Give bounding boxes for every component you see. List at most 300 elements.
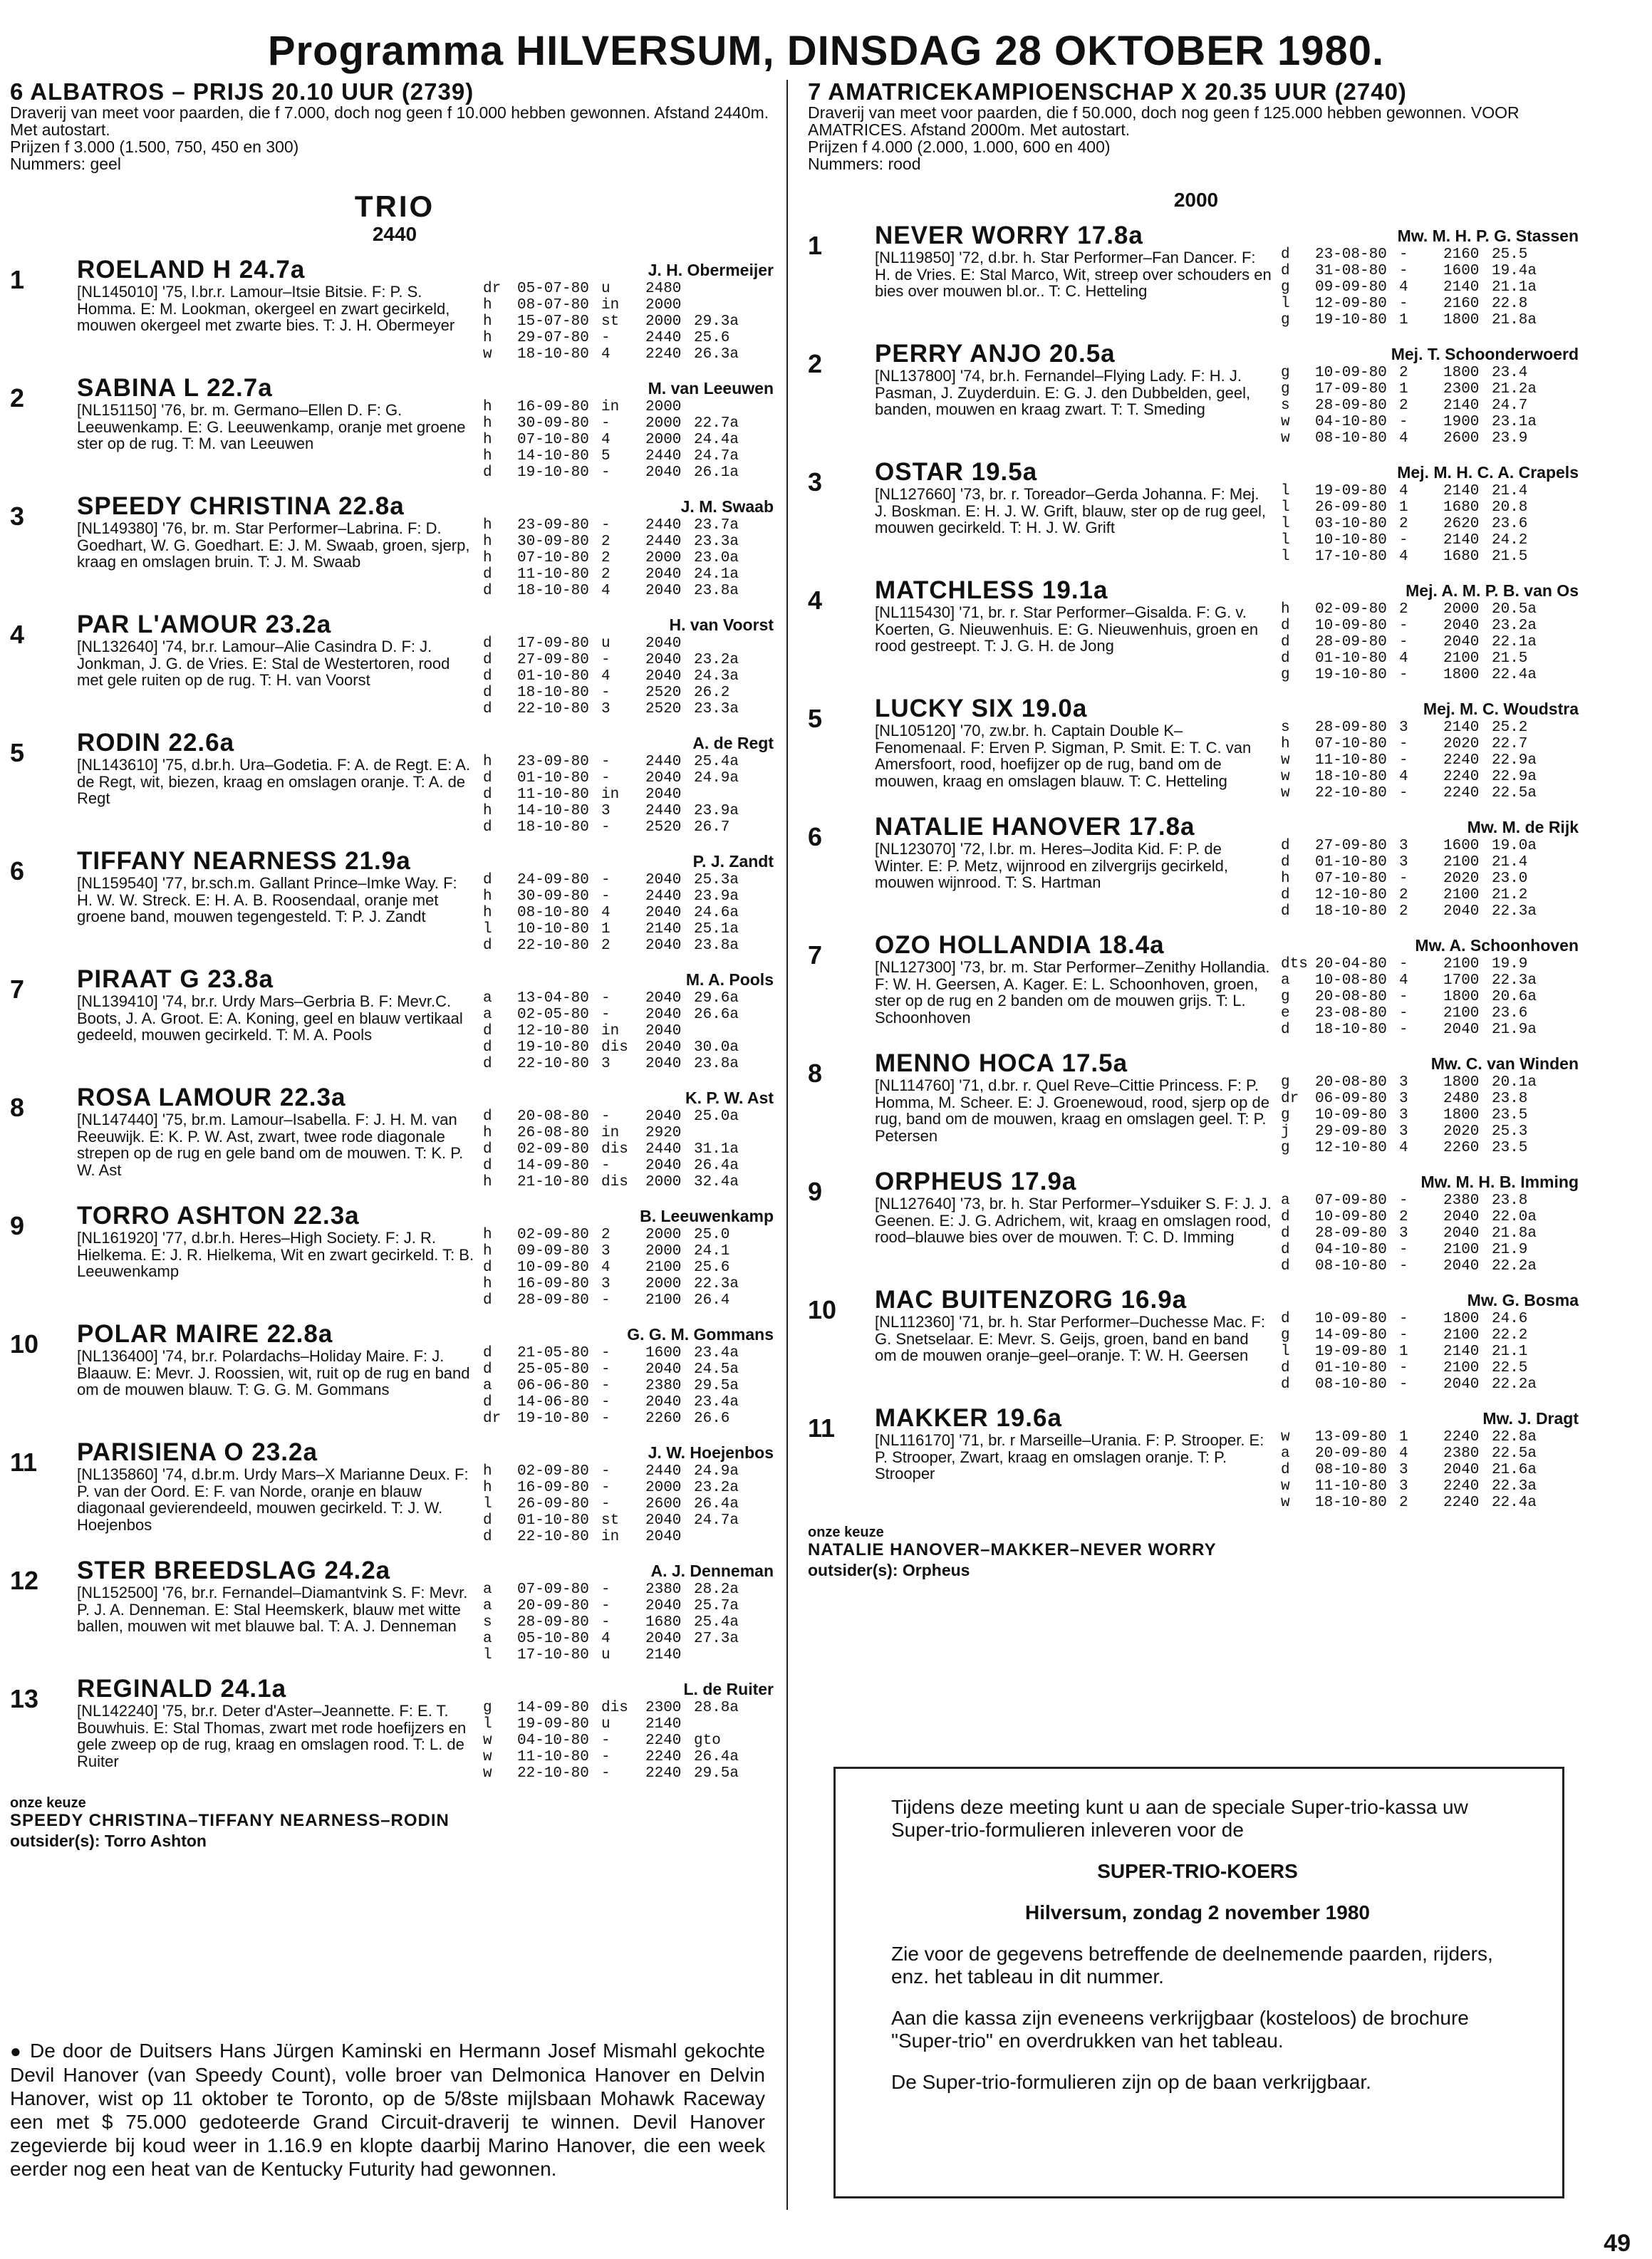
race-distance: 2040 xyxy=(1443,1209,1480,1225)
race-time: 32.4a xyxy=(694,1174,739,1190)
race-date: 29-09-80 xyxy=(1315,1123,1387,1140)
track-code: w xyxy=(1281,1429,1290,1445)
track-code: d xyxy=(483,1108,492,1125)
horse-entry xyxy=(10,1084,779,1193)
placing: - xyxy=(1399,618,1408,634)
performance-row xyxy=(483,1141,751,1158)
race-distance: 1680 xyxy=(645,1614,682,1631)
race-time: 23.5 xyxy=(1492,1140,1528,1156)
track-code: h xyxy=(483,905,492,921)
race-distance: 2000 xyxy=(645,297,682,313)
track-code: w xyxy=(483,1733,492,1749)
race-distance: 2380 xyxy=(645,1378,682,1394)
track-code: l xyxy=(1281,499,1290,516)
race-distance: 2040 xyxy=(645,770,682,786)
race-7-numbers: Nummers: rood xyxy=(808,155,921,173)
placing: - xyxy=(601,1480,611,1496)
horse-description: [NL151150] '76, br. m. Germano–Ellen D. F: G. Leeuwenkamp. E: G. Leeuwenkamp, oranje met groene ster op de rug. T: M. van Leeuwen xyxy=(77,401,466,452)
race-distance: 2040 xyxy=(645,668,682,685)
race-time: 23.0a xyxy=(694,550,739,566)
performance-row xyxy=(483,803,751,819)
track-code: d xyxy=(1281,1022,1290,1038)
performance-row xyxy=(1281,246,1549,263)
race-date: 01-10-80 xyxy=(1315,1360,1387,1376)
performance-row xyxy=(1281,296,1549,312)
performance-row xyxy=(1281,414,1549,430)
race-date: 23-09-80 xyxy=(517,754,589,770)
race-time: 23.9a xyxy=(694,888,739,905)
performance-list xyxy=(483,754,751,836)
placing: - xyxy=(601,888,611,905)
horse-driver: M. van Leeuwen xyxy=(648,379,774,398)
performance-row xyxy=(483,1023,751,1039)
horse-entry xyxy=(10,729,779,838)
race-distance: 1600 xyxy=(1443,838,1480,854)
horse-description: [NL152500] '76, br.r. Fernandel–Diamantvink S. F: Mevr. P. J. A. Denneman. E: Stal Heemskerk, blauw met witte ballen, mouwen wit met blauwe bal. T: A. J. Denneman xyxy=(77,1584,468,1635)
race-distance: 2040 xyxy=(645,1361,682,1378)
performance-row xyxy=(1281,1193,1549,1209)
track-code: d xyxy=(1281,887,1290,903)
performance-row xyxy=(483,1108,751,1125)
race-time: 24.7a xyxy=(694,1512,739,1529)
track-code: d xyxy=(1281,903,1290,920)
placing: - xyxy=(601,819,611,836)
race-time: 26.2 xyxy=(694,685,730,701)
race-distance: 2600 xyxy=(1443,430,1480,447)
race-distance: 2240 xyxy=(645,1749,682,1765)
race-distance: 2040 xyxy=(1443,1225,1480,1242)
performance-row xyxy=(483,1158,751,1174)
performance-row xyxy=(483,517,751,534)
track-code: l xyxy=(483,921,492,938)
race-time: 22.3a xyxy=(1492,1478,1537,1495)
performance-list xyxy=(483,281,751,363)
performance-row xyxy=(483,1733,751,1749)
race-time: gto xyxy=(694,1733,721,1749)
picks-value: NATALIE HANOVER–MAKKER–NEVER WORRY xyxy=(808,1540,1217,1559)
track-code: h xyxy=(483,432,492,448)
race-distance: 2100 xyxy=(645,1260,682,1276)
race-time: 21.2a xyxy=(1492,381,1537,398)
race-distance: 2380 xyxy=(1443,1445,1480,1462)
race-distance: 1600 xyxy=(645,1345,682,1361)
race-distance: 2000 xyxy=(645,1276,682,1292)
performance-row xyxy=(1281,483,1549,499)
horse-name: PERRY ANJO 20.5a xyxy=(875,340,1116,368)
track-code: h xyxy=(483,330,492,346)
race-time: 27.3a xyxy=(694,1631,739,1647)
track-code: h xyxy=(1281,601,1290,618)
horse-name: NATALIE HANOVER 17.8a xyxy=(875,813,1195,841)
race-time: 23.3a xyxy=(694,701,739,717)
race-date: 01-10-80 xyxy=(517,1512,589,1529)
race-date: 08-10-80 xyxy=(517,905,589,921)
performance-row xyxy=(1281,1022,1549,1038)
race-distance: 2000 xyxy=(645,1480,682,1496)
placing: 4 xyxy=(601,1260,611,1276)
horse-entry xyxy=(10,1321,779,1429)
performance-row xyxy=(483,1496,751,1512)
race-date: 30-09-80 xyxy=(517,415,589,432)
race-date: 17-10-80 xyxy=(1315,549,1387,565)
placing: 4 xyxy=(601,668,611,685)
race-time: 22.7a xyxy=(694,415,739,432)
horse-description: [NL116170] '71, br. r Marseille–Urania. F: P. Strooper. E: P. Strooper, Zwart, kraag en omslagen oranje. T: P. Strooper xyxy=(875,1431,1264,1482)
placing: - xyxy=(1399,1258,1408,1274)
race-time: 19.9 xyxy=(1492,956,1528,972)
race-time: 24.5a xyxy=(694,1361,739,1378)
horse-entry xyxy=(10,493,779,601)
track-code: d xyxy=(1281,650,1290,667)
horse-driver: Mw. M. H. B. Imming xyxy=(1420,1173,1579,1191)
performance-row xyxy=(483,1361,751,1378)
placing: - xyxy=(601,1411,611,1427)
race-time: 25.0 xyxy=(694,1227,730,1243)
performance-row xyxy=(483,583,751,599)
placing: - xyxy=(601,1158,611,1174)
race-date: 26-08-80 xyxy=(517,1125,589,1141)
track-code: dr xyxy=(1281,1091,1299,1107)
race-date: 22-10-80 xyxy=(517,1056,589,1072)
race-time: 25.7a xyxy=(694,1598,739,1614)
race-date: 28-09-80 xyxy=(1315,720,1387,736)
race-distance: 1600 xyxy=(1443,263,1480,279)
placing: - xyxy=(1399,532,1408,549)
horse-entry xyxy=(10,375,779,483)
horse-driver: J. M. Swaab xyxy=(680,497,774,516)
race-date: 16-09-80 xyxy=(517,1276,589,1292)
race-date: 05-07-80 xyxy=(517,281,589,297)
performance-list xyxy=(1281,1074,1549,1156)
race-distance: 2100 xyxy=(645,1292,682,1309)
race-date: 08-10-80 xyxy=(1315,1258,1387,1274)
race-distance: 2100 xyxy=(1443,956,1480,972)
performance-row xyxy=(1281,1123,1549,1140)
performance-row xyxy=(483,685,751,701)
placing: - xyxy=(601,1361,611,1378)
race-distance: 2040 xyxy=(645,464,682,481)
race-time: 24.7 xyxy=(1492,398,1528,414)
performance-row xyxy=(1281,1074,1549,1091)
horse-entry xyxy=(808,1050,1584,1158)
performance-row xyxy=(1281,1495,1549,1511)
placing: 3 xyxy=(1399,1225,1408,1242)
race-distance: 2040 xyxy=(1443,1258,1480,1274)
track-code: w xyxy=(1281,1478,1290,1495)
performance-row xyxy=(483,415,751,432)
race-distance: 2020 xyxy=(1443,736,1480,752)
performance-row xyxy=(483,701,751,717)
track-code: g xyxy=(483,1700,492,1716)
race-date: 02-09-80 xyxy=(517,1227,589,1243)
race-time: 24.4a xyxy=(694,432,739,448)
race-time: 21.4 xyxy=(1492,854,1528,871)
performance-row xyxy=(1281,1140,1549,1156)
race-date: 07-10-80 xyxy=(517,432,589,448)
race-time: 21.5 xyxy=(1492,650,1528,667)
performance-list xyxy=(1281,838,1549,920)
race-date: 10-09-80 xyxy=(1315,365,1387,381)
race-time: 22.4a xyxy=(1492,667,1537,683)
race-distance: 2440 xyxy=(645,1141,682,1158)
performance-row xyxy=(1281,785,1549,801)
placing: 3 xyxy=(601,1243,611,1260)
placing: 2 xyxy=(1399,365,1408,381)
placing: 3 xyxy=(1399,720,1408,736)
race-date: 19-10-80 xyxy=(517,464,589,481)
placing: 4 xyxy=(601,432,611,448)
notice-subheading: Hilversum, zondag 2 november 1980 xyxy=(1025,1901,1370,1923)
race-distance: 2100 xyxy=(1443,1242,1480,1258)
performance-list xyxy=(1281,1311,1549,1393)
horse-driver: Mw. A. Schoonhoven xyxy=(1415,936,1579,955)
race-distance: 2020 xyxy=(1443,1123,1480,1140)
super-trio-notice-box xyxy=(833,1767,1564,2198)
track-code: d xyxy=(483,566,492,583)
track-code: dts xyxy=(1281,956,1308,972)
track-code: d xyxy=(483,938,492,954)
race-distance: 2440 xyxy=(645,448,682,464)
track-code: d xyxy=(483,1292,492,1309)
race-date: 20-08-80 xyxy=(1315,989,1387,1005)
track-code: d xyxy=(483,1345,492,1361)
track-code: h xyxy=(483,1276,492,1292)
race-date: 30-09-80 xyxy=(517,888,589,905)
race-distance: 2000 xyxy=(645,399,682,415)
race-date: 10-09-80 xyxy=(1315,618,1387,634)
horse-entry xyxy=(10,1439,779,1547)
placing: 2 xyxy=(1399,398,1408,414)
race-time: 25.3a xyxy=(694,872,739,888)
placing: - xyxy=(1399,1311,1408,1327)
track-code: d xyxy=(483,1529,492,1545)
race-time: 25.6 xyxy=(694,330,730,346)
race-date: 18-10-80 xyxy=(1315,1022,1387,1038)
race-distance: 2040 xyxy=(645,905,682,921)
performance-row xyxy=(1281,1005,1549,1022)
track-code: d xyxy=(483,819,492,836)
horse-description: [NL119850] '72, d.br. h. Star Performer–Fan Dancer. F: H. de Vries. E: Stal Marco, Wit, streep over schouders en bies over mouwen bl.or.. T: C. Hetteling xyxy=(875,249,1272,300)
performance-row xyxy=(1281,667,1549,683)
horse-name: TIFFANY NEARNESS 21.9a xyxy=(77,847,411,875)
race-date: 23-08-80 xyxy=(1315,1005,1387,1022)
performance-row xyxy=(1281,1445,1549,1462)
performance-row xyxy=(1281,871,1549,887)
race-date: 07-09-80 xyxy=(517,1582,589,1598)
race-time: 23.9a xyxy=(694,803,739,819)
performance-row xyxy=(483,1614,751,1631)
placing: - xyxy=(1399,1193,1408,1209)
race-time: 24.6a xyxy=(694,905,739,921)
horse-description: [NL139410] '74, br.r. Urdy Mars–Gerbria B. F: Mevr.C. Boots, J. A. Groot. E: A. Koning, geel en blauw vertikaal gedeeld, mouwen gecirkeld. T: M. A. Pools xyxy=(77,992,463,1044)
performance-row xyxy=(483,1345,751,1361)
track-code: a xyxy=(483,1582,492,1598)
track-code: a xyxy=(483,1378,492,1394)
race-distance: 1680 xyxy=(1443,549,1480,565)
performance-row xyxy=(483,1276,751,1292)
horse-driver: L. de Ruiter xyxy=(683,1680,774,1698)
track-code: a xyxy=(1281,1445,1290,1462)
race-date: 01-10-80 xyxy=(517,770,589,786)
performance-list xyxy=(1281,956,1549,1038)
placing: - xyxy=(601,685,611,701)
performance-row xyxy=(483,1749,751,1765)
placing: - xyxy=(1399,263,1408,279)
horse-number: 2 xyxy=(808,349,823,378)
race-date: 03-10-80 xyxy=(1315,516,1387,532)
horse-number: 2 xyxy=(10,383,25,412)
race-distance: 2300 xyxy=(1443,381,1480,398)
placing: 3 xyxy=(1399,1107,1408,1123)
race-date: 28-09-80 xyxy=(1315,1225,1387,1242)
race-date: 19-09-80 xyxy=(517,1716,589,1733)
placing: u xyxy=(601,281,611,297)
race-distance: 2520 xyxy=(645,701,682,717)
placing: in xyxy=(601,1023,620,1039)
race-date: 22-10-80 xyxy=(517,938,589,954)
horse-number: 8 xyxy=(10,1093,25,1122)
horse-name: MENNO HOCA 17.5a xyxy=(875,1049,1128,1077)
track-code: h xyxy=(1281,736,1290,752)
horse-description: [NL132640] '74, br.r. Lamour–Alie Casindra D. F: J. Jonkman, J. G. de Vries. E: Stal de Westertoren, rood met gele ruiten op de rug. T: H. van Voorst xyxy=(77,638,450,689)
horse-number: 8 xyxy=(808,1059,823,1088)
horse-driver: H. van Voorst xyxy=(669,616,774,634)
race-date: 20-04-80 xyxy=(1315,956,1387,972)
placing: 4 xyxy=(1399,483,1408,499)
race-time: 22.8 xyxy=(1492,296,1528,312)
placing: - xyxy=(601,652,611,668)
race-time: 21.1a xyxy=(1492,279,1537,296)
horse-entry xyxy=(808,1168,1584,1277)
placing: in xyxy=(601,1529,620,1545)
performance-row xyxy=(483,990,751,1007)
horse-entry xyxy=(808,1287,1584,1395)
placing: - xyxy=(601,1765,611,1782)
race-date: 10-10-80 xyxy=(517,921,589,938)
horse-name: PARISIENA O 23.2a xyxy=(77,1438,318,1466)
placing: 4 xyxy=(601,346,611,363)
track-code: l xyxy=(483,1496,492,1512)
notice-intro: Tijdens deze meeting kunt u aan de speciale Super-trio-kassa uw Super-trio-formulieren inleveren voor de xyxy=(891,1796,1468,1841)
horse-entry xyxy=(808,932,1584,1040)
placing: 3 xyxy=(601,803,611,819)
race-date: 20-09-80 xyxy=(517,1598,589,1614)
placing: - xyxy=(1399,414,1408,430)
placing: - xyxy=(601,330,611,346)
track-code: w xyxy=(1281,769,1290,785)
track-code: d xyxy=(483,652,492,668)
horse-number: 6 xyxy=(808,822,823,851)
race-date: 28-09-80 xyxy=(517,1292,589,1309)
race-date: 02-09-80 xyxy=(517,1141,589,1158)
horse-description: [NL161920] '77, d.br.h. Heres–High Society. F: J. R. Hielkema. E: J. R. Hielkema, Wit en zwart gecirkeld. T: B. Leeuwenkamp xyxy=(77,1229,474,1280)
performance-row xyxy=(1281,263,1549,279)
race-date: 17-10-80 xyxy=(517,1647,589,1663)
race-date: 28-09-80 xyxy=(1315,634,1387,650)
performance-row xyxy=(483,1598,751,1614)
performance-row xyxy=(483,1582,751,1598)
performance-row xyxy=(1281,381,1549,398)
race-distance: 2140 xyxy=(645,1716,682,1733)
race-time: 22.5 xyxy=(1492,1360,1528,1376)
race-distance: 2480 xyxy=(645,281,682,297)
race-time: 25.6 xyxy=(694,1260,730,1276)
placing: - xyxy=(1399,956,1408,972)
performance-row xyxy=(483,872,751,888)
race-distance: 1800 xyxy=(1443,1311,1480,1327)
performance-row xyxy=(483,1647,751,1663)
race-distance: 1800 xyxy=(1443,989,1480,1005)
race-date: 06-09-80 xyxy=(1315,1091,1387,1107)
race-distance: 2380 xyxy=(645,1582,682,1598)
picks-label: onze keuze xyxy=(808,1525,884,1540)
race-distance: 2440 xyxy=(645,1463,682,1480)
race-time: 20.6a xyxy=(1492,989,1537,1005)
performance-list xyxy=(1281,601,1549,683)
placing: 2 xyxy=(1399,516,1408,532)
race-distance: 2040 xyxy=(645,1394,682,1411)
horse-description: [NL145010] '75, l.br.r. Lamour–Itsie Bitsie. F: P. S. Homma. E: M. Lookman, okergeel en zwart gecirkeld, mouwen okergeel met zwarte bies. T: J. H. Obermeyer xyxy=(77,283,455,334)
performance-row xyxy=(1281,1360,1549,1376)
track-code: d xyxy=(483,685,492,701)
race-date: 08-07-80 xyxy=(517,297,589,313)
performance-list xyxy=(483,1345,751,1427)
track-code: d xyxy=(1281,1360,1290,1376)
race-distance: 2040 xyxy=(645,583,682,599)
notice-paragraph: De Super-trio-formulieren zijn op de baan verkrijgbaar. xyxy=(891,2071,1371,2093)
horse-driver: Mej. A. M. P. B. van Os xyxy=(1406,581,1579,600)
performance-row xyxy=(483,330,751,346)
race-distance: 2440 xyxy=(645,803,682,819)
performance-list xyxy=(483,1700,751,1782)
race-date: 30-09-80 xyxy=(517,534,589,550)
performance-row xyxy=(483,770,751,786)
performance-row xyxy=(1281,312,1549,328)
race-distance: 2040 xyxy=(645,566,682,583)
track-code: d xyxy=(483,635,492,652)
placing: - xyxy=(601,1108,611,1125)
race-date: 27-09-80 xyxy=(517,652,589,668)
horse-number: 9 xyxy=(10,1211,25,1240)
race-date: 19-10-80 xyxy=(1315,667,1387,683)
track-code: d xyxy=(1281,1258,1290,1274)
race-distance: 1700 xyxy=(1443,972,1480,989)
track-code: l xyxy=(483,1647,492,1663)
performance-row xyxy=(483,566,751,583)
placing: 2 xyxy=(601,1227,611,1243)
bullet-icon: ● xyxy=(10,2040,23,2062)
placing: - xyxy=(1399,1022,1408,1038)
placing: - xyxy=(1399,785,1408,801)
race-distance: 2040 xyxy=(645,872,682,888)
race-time: 22.1a xyxy=(1492,634,1537,650)
track-code: e xyxy=(1281,1005,1290,1022)
race-date: 07-10-80 xyxy=(1315,871,1387,887)
race-date: 19-10-80 xyxy=(517,1039,589,1056)
track-code: d xyxy=(1281,854,1290,871)
horse-driver: Mw. J. Dragt xyxy=(1482,1409,1579,1428)
race-time: 23.6 xyxy=(1492,516,1528,532)
placing: in xyxy=(601,399,620,415)
performance-row xyxy=(1281,601,1549,618)
race-time: 21.9a xyxy=(1492,1022,1537,1038)
race-distance: 2040 xyxy=(645,1023,682,1039)
race-distance: 2040 xyxy=(645,1039,682,1056)
horse-entry xyxy=(808,695,1584,804)
track-code: d xyxy=(483,464,492,481)
performance-row xyxy=(1281,752,1549,769)
race-time: 25.1a xyxy=(694,921,739,938)
